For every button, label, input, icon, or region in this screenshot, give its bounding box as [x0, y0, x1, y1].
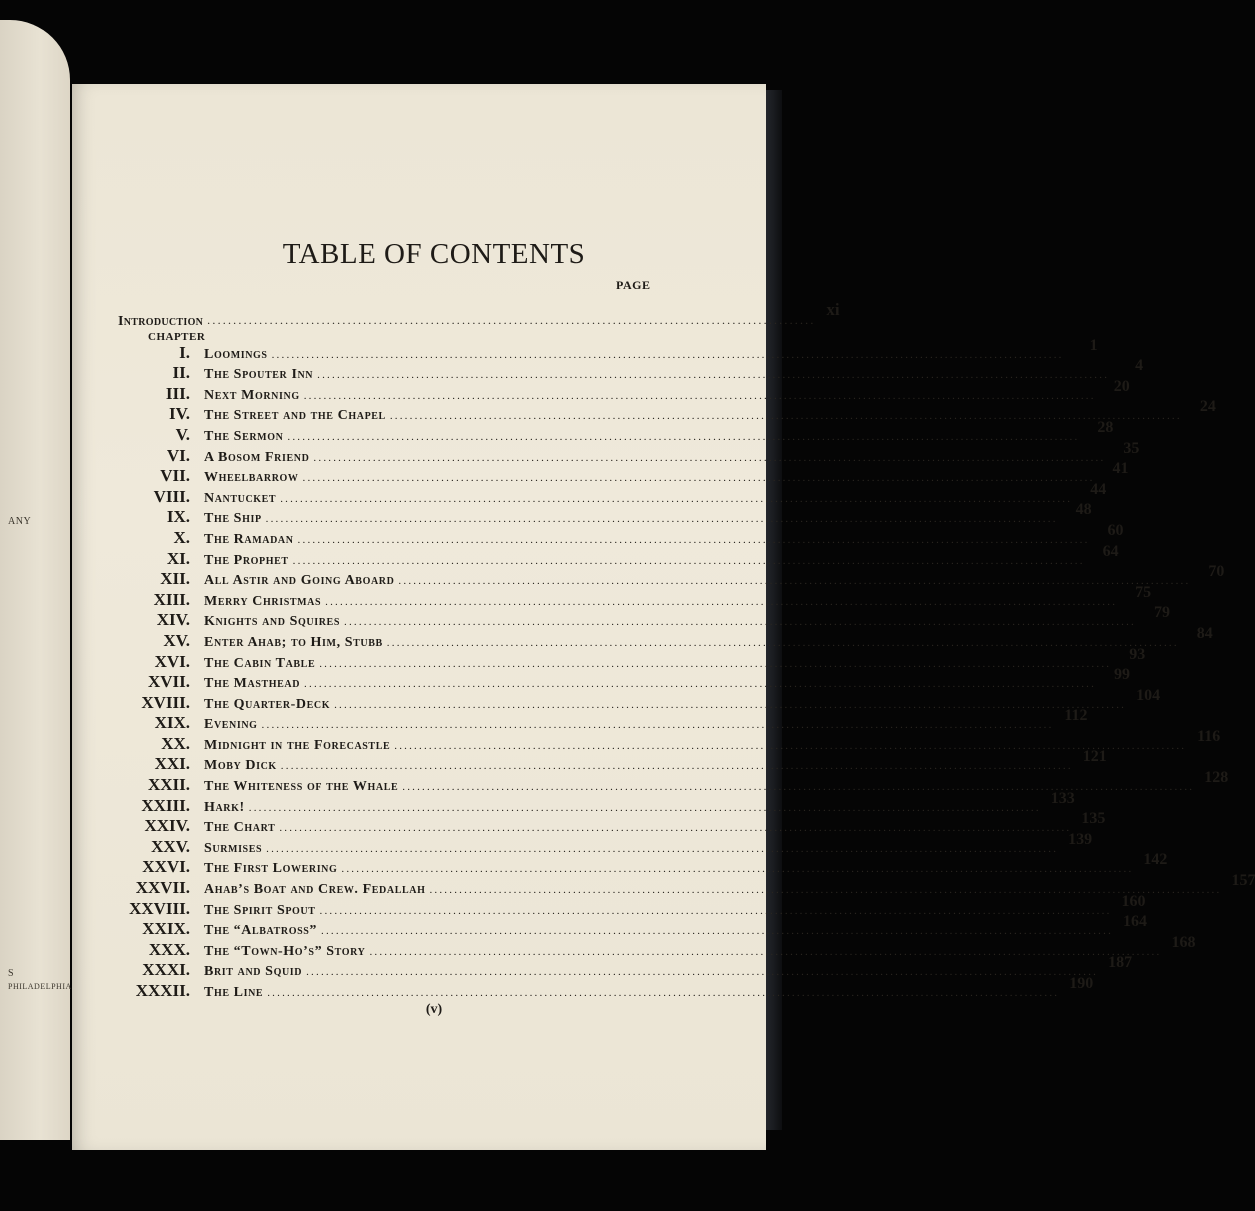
dot-leader: ................................................................................................................................................................ — [325, 595, 1118, 608]
toc-chapter-row[interactable] — [90, 357, 1144, 384]
dot-leader: ................................................................................................................................................................ — [297, 533, 1090, 546]
chapter-title: The Quarter-Deck — [204, 696, 331, 712]
chapter-title: The Spouter Inn — [204, 367, 314, 383]
chapter-title: The Ramadan — [204, 531, 294, 547]
chapter-page-number: 4 — [1135, 357, 1144, 375]
dot-leader: ................................................................................................................................................................ — [280, 492, 1073, 505]
chapter-title: The Cabin Table — [204, 655, 316, 671]
chapter-page-number: 64 — [1102, 542, 1119, 560]
toc-chapter-row[interactable] — [90, 872, 1255, 898]
chapter-page-number: 24 — [1199, 398, 1216, 416]
toc-chapter-row[interactable] — [90, 892, 1146, 919]
chapter-page-number: 20 — [1113, 377, 1130, 395]
toc-introduction-page: xi — [826, 300, 840, 319]
toc-chapter-row[interactable] — [90, 727, 1221, 754]
page-folio: (v) — [425, 1002, 443, 1017]
chapter-numeral: XXV. — [151, 836, 190, 856]
chapter-title: The Street and the Chapel — [204, 408, 386, 424]
page-title: TABLE OF CONTENTS — [282, 238, 586, 270]
toc-chapter-row[interactable] — [90, 933, 1196, 960]
dot-leader: ................................................................................................................................................................ — [265, 513, 1058, 526]
chapter-page-number: 48 — [1075, 501, 1092, 519]
facing-page-text-fragment: PHILADELPHIA — [8, 982, 72, 991]
toc-chapter-row[interactable] — [90, 769, 1229, 795]
chapter-numeral: XIV. — [156, 610, 190, 630]
dot-leader: ................................................................................................................................................................ — [317, 369, 1110, 382]
dot-leader: ................................................................................................................................................................ — [398, 575, 1191, 588]
toc-chapter-row[interactable] — [90, 789, 1075, 816]
toc-chapter-row[interactable] — [90, 707, 1088, 734]
chapter-title: Enter Ahab; to Him, Stubb — [204, 634, 383, 650]
chapter-page-number: 44 — [1090, 480, 1107, 498]
toc-chapter-row[interactable] — [90, 624, 1213, 651]
toc-chapter-row[interactable] — [90, 913, 1148, 940]
chapter-page-number: 139 — [1068, 830, 1093, 848]
chapter-page-number: 99 — [1114, 666, 1131, 684]
chapter-title: Wheelbarrow — [204, 470, 299, 486]
toc-chapter-row[interactable] — [90, 686, 1161, 713]
chapter-numeral: X. — [173, 527, 190, 547]
dot-leader: ................................................................................................................................................................ — [389, 410, 1182, 423]
chapter-column-label: CHAPTER — [148, 331, 206, 343]
dot-leader: ................................................................................................................................................................ — [313, 451, 1106, 464]
chapter-title: Merry Christmas — [204, 593, 322, 609]
dot-leader: ................................................................................................................................................................ — [306, 966, 1099, 979]
dot-leader: ................................................................................................................................................................ — [429, 884, 1222, 897]
chapter-title: The Whiteness of the Whale — [204, 779, 399, 795]
chapter-page-number: 93 — [1129, 645, 1146, 663]
chapter-title: Hark! — [204, 799, 245, 815]
chapter-numeral: XXVI. — [142, 857, 190, 877]
chapter-numeral: XVIII. — [141, 692, 190, 712]
toc-chapter-row[interactable] — [90, 975, 1094, 1001]
dot-leader: ................................................................................................................................................................ — [321, 925, 1114, 938]
chapter-title: Evening — [204, 717, 258, 733]
chapter-numeral: XXIX. — [142, 919, 190, 939]
chapter-numeral: XXVII. — [135, 878, 190, 898]
chapter-page-number: 133 — [1050, 789, 1075, 807]
chapter-page-number: 121 — [1082, 748, 1107, 766]
toc-chapter-row[interactable] — [90, 851, 1168, 878]
chapter-title: The Sermon — [204, 428, 284, 444]
toc-chapter-row[interactable] — [90, 439, 1140, 466]
dot-leader: ................................................................................................................................................................ — [266, 842, 1059, 855]
chapter-page-number: 142 — [1143, 851, 1168, 869]
dot-leader: ................................................................................................................................................................ — [402, 781, 1195, 794]
chapter-page-number: 28 — [1097, 418, 1114, 436]
toc-chapter-row[interactable] — [90, 501, 1092, 528]
chapter-title: Loomings — [204, 346, 268, 362]
chapter-page-number: 116 — [1197, 727, 1221, 745]
dot-leader: ................................................................................................................................................................ — [344, 616, 1136, 629]
dot-leader: ................................................................................................................................................................ — [319, 904, 1112, 917]
facing-page — [0, 20, 70, 1140]
toc-chapter-row[interactable] — [90, 480, 1107, 507]
chapter-title: Midnight in the Forecastle — [204, 737, 391, 753]
chapter-page-number: 104 — [1136, 686, 1161, 704]
chapter-numeral: XV. — [163, 630, 190, 650]
chapter-page-number: 60 — [1107, 521, 1124, 539]
chapter-numeral: XXIV. — [144, 816, 190, 836]
toc-chapter-row[interactable] — [90, 954, 1133, 981]
chapter-title: Next Morning — [204, 387, 300, 403]
chapter-numeral: V. — [175, 424, 190, 444]
chapter-title: Knights and Squires — [204, 614, 340, 630]
toc-introduction-row[interactable] — [118, 300, 840, 330]
dot-leader: ................................................................................................................................................................ — [319, 657, 1112, 670]
chapter-page-number: 70 — [1208, 563, 1225, 581]
dot-leader: ................................................................................................................................................................ — [292, 554, 1085, 567]
dot-leader: ................................................................................................................................................................ — [334, 698, 1127, 711]
page-column-label: PAGE — [616, 278, 651, 292]
chapter-page-number: 84 — [1196, 624, 1213, 642]
chapter-numeral: XVII. — [147, 672, 190, 692]
chapter-numeral: IX. — [166, 507, 190, 527]
chapter-numeral: XXI. — [154, 754, 190, 774]
toc-chapter-row[interactable] — [90, 542, 1119, 569]
chapter-page-number: 128 — [1204, 769, 1229, 787]
chapter-numeral: XI. — [166, 548, 190, 568]
chapter-numeral: XXIII. — [141, 795, 190, 815]
chapter-numeral: I. — [179, 342, 190, 362]
chapter-page-number: 187 — [1108, 954, 1133, 972]
dot-leader: ................................................................................................................................................................ — [369, 945, 1162, 958]
toc-chapter-row[interactable] — [90, 563, 1225, 590]
chapter-page-number: 160 — [1121, 892, 1146, 910]
chapter-page-number: 1 — [1089, 336, 1098, 354]
chapter-title: The First Lowering — [204, 861, 338, 877]
chapter-numeral: VII. — [160, 466, 190, 486]
chapter-title: A Bosom Friend — [204, 449, 310, 465]
facing-page-text-fragment: S — [8, 968, 15, 979]
chapter-numeral: XIII. — [153, 589, 190, 609]
toc-chapter-row[interactable] — [90, 418, 1114, 445]
toc-chapter-row[interactable] — [90, 830, 1093, 857]
dot-leader: ................................................................................................................................................................ — [279, 822, 1072, 835]
chapter-page-number: 135 — [1081, 810, 1106, 828]
chapter-page-number: 41 — [1112, 460, 1129, 478]
chapter-page-number: 79 — [1154, 604, 1170, 622]
facing-page-text-fragment: ANY — [8, 516, 32, 527]
dot-leader: ................................................................................................................................................................ — [267, 987, 1060, 999]
toc-chapter-row[interactable] — [90, 460, 1129, 487]
chapter-page-number: 164 — [1123, 913, 1148, 931]
chapter-numeral: XXVIII. — [129, 898, 190, 918]
chapter-title: Nantucket — [204, 490, 277, 506]
chapter-numeral: XXXI. — [142, 960, 190, 980]
chapter-title: Moby Dick — [204, 758, 277, 774]
chapter-numeral: II. — [172, 363, 190, 383]
chapter-numeral: XXII. — [147, 775, 190, 795]
dot-leader: ................................................................................................................................................................ — [248, 801, 1041, 814]
toc-chapter-row[interactable] — [90, 604, 1170, 631]
dot-leader: ................................................................................................................................................................ — [341, 863, 1134, 876]
dot-leader: ................................................................................................................................................................ — [287, 430, 1080, 443]
dot-leader: ..................................................................................................................... — [207, 313, 816, 327]
chapter-title: The Chart — [204, 820, 276, 836]
chapter-page-number: 35 — [1123, 439, 1140, 457]
toc-chapter-row[interactable] — [90, 810, 1106, 837]
toc-introduction-label: Introduction — [118, 314, 204, 329]
dot-leader: ................................................................................................................................................................ — [302, 472, 1095, 485]
chapter-numeral: IV. — [169, 404, 190, 424]
chapter-page-number: 168 — [1171, 933, 1196, 951]
dot-leader: ................................................................................................................................................................ — [394, 739, 1187, 752]
toc-chapter-row[interactable] — [90, 398, 1216, 425]
chapter-page-number: 112 — [1064, 707, 1088, 725]
chapter-title: The Masthead — [204, 676, 301, 692]
dot-leader: ................................................................................................................................................................ — [271, 348, 1064, 361]
dot-leader: ................................................................................................................................................................ — [304, 678, 1097, 691]
chapter-title: Brit and Squid — [204, 964, 303, 980]
chapter-numeral: XXX. — [148, 939, 190, 959]
chapter-numeral: VIII. — [153, 486, 190, 506]
chapter-title: All Astir and Going Aboard — [204, 573, 395, 589]
chapter-title: The “Town-Ho’s” Story — [204, 943, 366, 959]
chapter-title: Ahab’s Boat and Crew. Fedallah — [204, 882, 426, 898]
toc-chapter-row[interactable] — [90, 645, 1146, 672]
chapter-numeral: XVI. — [154, 651, 190, 671]
chapter-page-number: 190 — [1069, 975, 1094, 992]
chapter-title: Surmises — [204, 840, 263, 856]
toc-chapter-row[interactable] — [90, 377, 1130, 404]
chapter-title: The Line — [204, 985, 264, 1000]
chapter-numeral: III. — [165, 383, 190, 403]
dot-leader: ................................................................................................................................................................ — [386, 636, 1179, 649]
chapter-title: The Spirit Spout — [204, 902, 316, 918]
chapter-title: The “Albatross” — [204, 923, 318, 939]
toc-chapter-row[interactable] — [90, 748, 1107, 775]
chapter-numeral: XXXII. — [135, 981, 190, 1000]
chapter-numeral: XIX. — [154, 713, 190, 733]
chapter-numeral: XX. — [161, 733, 190, 753]
chapter-title: The Prophet — [204, 552, 289, 568]
chapter-page-number: 157 — [1231, 872, 1255, 890]
toc-chapter-row[interactable] — [90, 666, 1131, 693]
chapter-numeral: XII. — [160, 569, 190, 589]
dot-leader: ................................................................................................................................................................ — [303, 389, 1096, 402]
chapter-title: The Ship — [204, 511, 262, 527]
chapter-numeral: VI. — [166, 445, 190, 465]
toc-chapter-row[interactable] — [90, 583, 1152, 610]
chapter-page-number: 75 — [1135, 583, 1152, 601]
dot-leader: ................................................................................................................................................................ — [280, 760, 1073, 773]
toc-chapter-row[interactable] — [90, 521, 1124, 548]
dot-leader: ................................................................................................................................................................ — [261, 719, 1054, 732]
